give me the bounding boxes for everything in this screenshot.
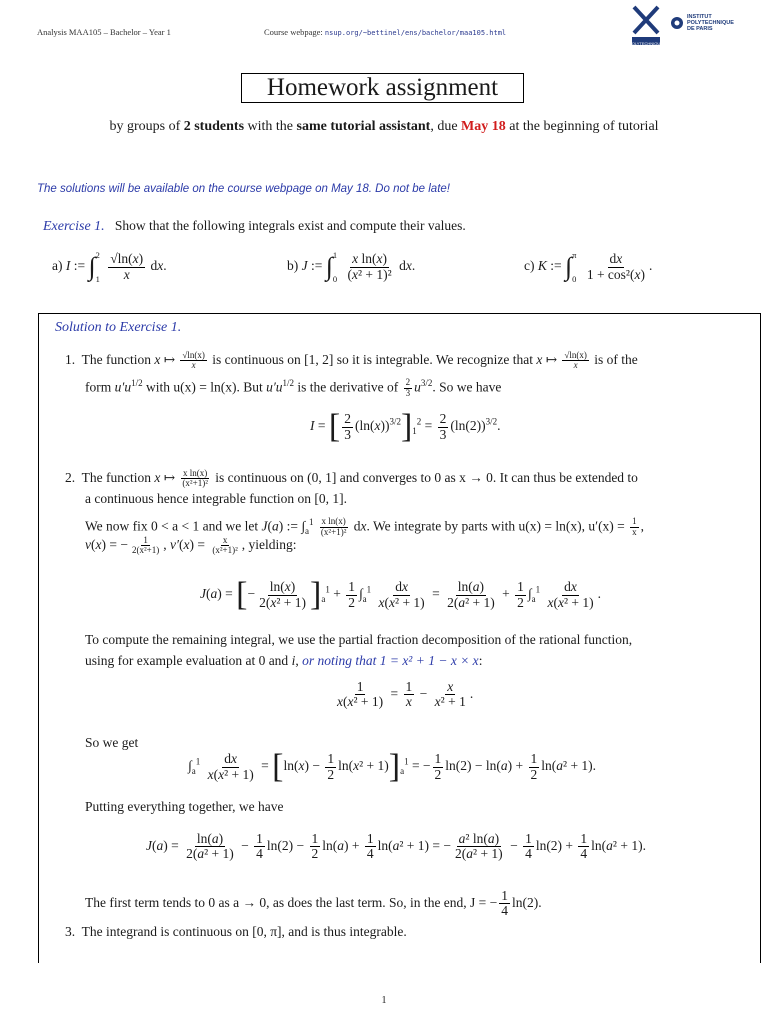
p2b-line: a continuous hence integrable function on [0, 1].	[85, 491, 348, 506]
sub-mid: with the	[247, 119, 294, 134]
subtitle	[0, 119, 768, 135]
p2k: The first term tends to 0 as a → 0, as does the last term. So, in the end, J = −	[85, 894, 498, 910]
sub-students: 2 students	[183, 119, 245, 134]
p1c: with u(x) = ln(x). But	[145, 379, 263, 395]
p1b: is of the	[594, 352, 638, 367]
course-url-link[interactable]: nsup.org/~bettinel/ens/bachelor/maa105.html	[324, 29, 507, 37]
equation-integral-result: $\int_a^1$ $\frac{dx}{\text{x(x² + 1)}}$ = [ln(x) − $\frac{1}{2}$ $\ln(x^2 + 1)]_a^1$ = − $\frac{1}{2}$ ln(2) − ln(a) + $\frac{1}{2}$ ln(a² + 1).	[188, 748, 597, 785]
sub-due: , due	[430, 119, 458, 134]
solution-heading: Solution to Exercise 1.	[55, 320, 182, 335]
institute-line3: DE PARIS	[687, 26, 713, 32]
p2d: . We integrate by parts with u(x) = ln(x), u′(x) =	[366, 518, 625, 534]
p3: The integrand is continuous on [0, π], and is thus integrable.	[81, 924, 407, 939]
p1a: is continuous on [1, 2] so it is integrable. We recognize that	[212, 352, 533, 367]
ip-paris-logo	[670, 14, 734, 32]
exercise-heading: Exercise 1.	[43, 219, 105, 234]
p2h: or noting that 1 = x² + 1 − x × x	[302, 653, 479, 668]
solutions-note: The solutions will be available on the course webpage on May 18. Do not be late!	[37, 183, 450, 195]
exercise-heading-row	[43, 218, 466, 235]
p2e-line: v(x) = − $\frac{1}{\text{2(x²+1)}}$ , v′(x) = $\frac{x}{\text{(x²+1)²}}$ , yielding:	[85, 534, 297, 556]
course-label: Course webpage:	[264, 27, 323, 37]
sub-assistant: same tutorial assistant	[296, 119, 431, 134]
integral-I: a) I := ∫ 2 1 $\frac{√\ln(x)}{x}$ dx.	[52, 250, 167, 284]
p2f-line: To compute the remaining integral, we use the partial fraction decomposition of the rational function,	[85, 632, 633, 647]
equation-partial-fractions: $\frac{1}{\text{x(x² + 1)}}$ = $\frac{1}{x}$ − $\frac{x}{\text{x² + 1}}$ .	[337, 679, 474, 710]
p2g: using for example evaluation at 0 and	[85, 653, 289, 668]
p1e: . So we have	[432, 379, 502, 395]
p2a: is continuous on (0, 1] and converges to 0 as x → 0. It can thus be extended to	[215, 470, 638, 485]
p2i-line: So we get	[85, 735, 139, 750]
integral-K: c) K := ∫ π 0 $\frac{dx}{\text{1 + cos²(x)}}$ .	[524, 250, 653, 284]
logo-text: POLYTECHNIQUE	[629, 41, 663, 46]
polytechnique-logo	[630, 5, 662, 47]
solution-item-2: 2. The function x ↦ $\frac{\text{x ln(x)}}{\text{(x²+1)²}}$ is continuous on (0, 1] and converges to 0 as x → 0. It can thus be extended to	[65, 467, 638, 489]
equation-J-final: J(a) = $\frac{\ln(a)}{\text{2(a² + 1)}}$ − $\frac{1}{4}$ ln(2) − $\frac{1}{2}$ ln(a) + $\frac{1}{4}$ ln(a² + 1) = − $\frac{\text{a² ln(a)}}{\text{2(a² + 1)}}$ − $\frac{1}{4}$ ln(2) + $\frac{1}{4}$ ln(a² + 1).	[146, 831, 646, 862]
equation-J-parts: J(a) = [− $\frac{\ln(x)}{\text{2(x² + 1)}}$ ]$_a^1$ + $\frac{1}{2}$ $\int_a^1$ $\frac{dx}{\text{x(x² + 1)}}$ = $\frac{\ln(a)}{\text{2(a² + 1)}}$ + $\frac{1}{2}$ $\int_a^1$ $\frac{dx}{\text{x(x² + 1)}}$ .	[200, 576, 601, 613]
sub-suffix: at the beginning of tutorial	[509, 119, 659, 134]
p1d: is the derivative of	[297, 379, 399, 395]
page-number: 1	[381, 995, 387, 1006]
ip-paris-emblem-icon	[670, 16, 684, 30]
p2e: , yielding:	[241, 537, 297, 552]
sub-prefix: by groups of	[109, 119, 181, 134]
course-webpage-label	[264, 27, 506, 37]
p2j-line: Putting everything together, we have	[85, 799, 284, 814]
p2k-line: The first term tends to 0 as a → 0, as does the last term. So, in the end, J = − $\frac{1}{4}$ ln(2).	[85, 888, 542, 919]
p2g-line: using for example evaluation at 0 and i, or noting that 1 = x² + 1 − x × x:	[85, 653, 483, 668]
exercise-statement: Show that the following integrals exist and compute their values.	[114, 218, 466, 233]
equation-I: I = [ $\frac{2}{3}$ $(\ln(x))^{3/2}]_1^2$ = $\frac{2}{3}$ $(\ln(2))^{3/2}$.	[310, 408, 501, 445]
p2c: We now fix 0 < a < 1 and we let	[85, 518, 259, 534]
institute-line2: POLYTECHNIQUE	[687, 20, 734, 26]
solution-item-3: 3. The integrand is continuous on [0, π], and is thus integrable.	[65, 924, 407, 939]
page-title: Homework assignment	[241, 73, 524, 103]
integral-J: b) J := ∫ 1 0 $\frac{\text{x ln(x)}}{\text{(x² + 1)²}}$ dx.	[287, 250, 416, 284]
solution-item-1: 1. The function x ↦ $\frac{√\ln(x)}{x}$ is continuous on [1, 2] so it is integrable. We recognize that x ↦ $\frac{√\ln(x)}{x}$ is of the	[65, 349, 638, 371]
solution-item-1-line2: form $u'u^{1/2}$ with u(x) = ln(x). But $u'u^{1/2}$ is the derivative of $\frac{2}{3}$ $u^{3/2}$. So we have	[85, 377, 502, 398]
p2c-line: We now fix 0 < a < 1 and we let J(a) := $\int_a^1$ $\frac{\text{x ln(x)}}{\text{(x²+1)²}}$ dx. We integrate by parts with u(x) = ln(x), u′(x) = $\frac{1}{x}$ ,	[85, 516, 645, 537]
header-course-info: Analysis MAA105 – Bachelor – Year 1	[37, 27, 171, 37]
institute-line1: INSTITUT	[687, 14, 712, 20]
due-date: May 18	[461, 119, 506, 134]
